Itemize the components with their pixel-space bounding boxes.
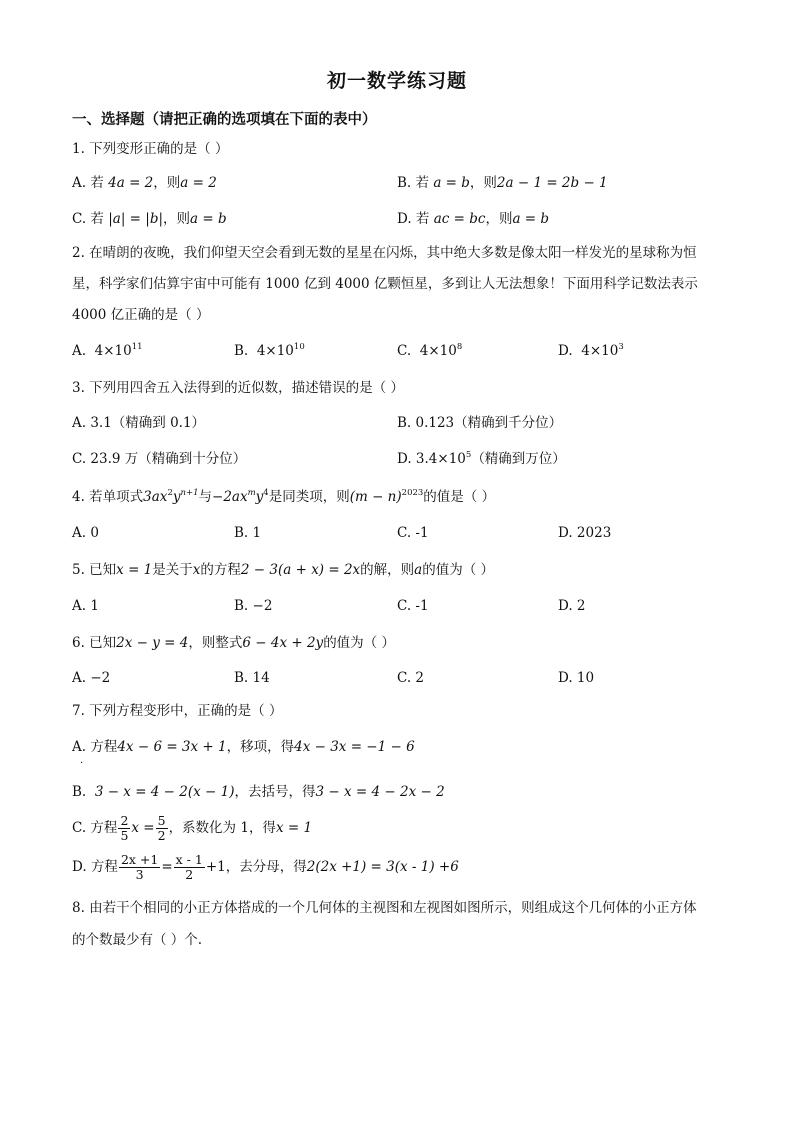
q5-option-d: D. 2 xyxy=(558,598,586,614)
q4-option-d: D. 2023 xyxy=(558,525,612,541)
fraction: $\frac{2}{5}$ xyxy=(120,813,129,843)
question-4-stem: 4. 若单项式$3ax^2y^{n+1}$与$-2ax^my^4$是同类项，则$(m - n)^{2023}$的值是（ ） xyxy=(72,488,496,505)
q6-option-c: C. 2 xyxy=(397,670,425,686)
q1-option-c: C. 若 |a| = |b|，则a = b xyxy=(72,211,227,227)
q1-option-a: A. 若 4a = 2，则a = 2 xyxy=(72,175,217,191)
question-8-line-2: 的个数最少有（ ）个. xyxy=(72,932,203,948)
q6-option-b: B. 14 xyxy=(234,670,270,686)
q6-option-d: D. 10 xyxy=(558,670,595,686)
question-2-line-3: 4000 亿正确的是（ ） xyxy=(72,307,210,323)
q2-option-d: D. $4\times 10^3$ xyxy=(558,342,624,359)
q5-option-a: A. 1 xyxy=(72,598,99,614)
q7-option-d: D. 方程 $\frac{2x +1}{3}$ = $\frac{x - 1}{2}$ +1，去分母，得2(2x +1) = 3(x - 1) +6 xyxy=(72,852,459,882)
stray-dot: · xyxy=(80,758,84,769)
question-1-stem: 1. 下列变形正确的是（ ） xyxy=(72,141,229,157)
q2-option-b: B. $4\times 10^{10}$ xyxy=(234,342,305,359)
question-3-stem: 3. 下列用四舍五入法得到的近似数，描述错误的是（ ） xyxy=(72,380,404,396)
q3-option-c: C. 23.9 万（精确到十分位） xyxy=(72,451,247,467)
question-5-stem: 5. 已知x = 1是关于x的方程2 − 3(a + x) = 2x的解，则a的值为（ ） xyxy=(72,562,495,578)
q3-option-d: D. $3.4\times 10^5$（精确到万位） xyxy=(397,450,566,467)
q3-option-b: B. 0.123（精确到千分位） xyxy=(397,415,563,431)
q4-option-b: B. 1 xyxy=(234,525,262,541)
q5-option-c: C. -1 xyxy=(397,598,429,614)
q3-option-a: A. 3.1（精确到 0.1） xyxy=(72,415,206,431)
section-heading: 一、选择题（请把正确的选项填在下面的表中） xyxy=(72,112,377,128)
question-8-line-1: 8. 由若干个相同的小正方体搭成的一个几何体的主视图和左视图如图所示，则组成这个几何体的小正方体 xyxy=(72,900,697,916)
question-2-line-2: 星，科学家们估算宇宙中可能有 1000 亿到 4000 亿颗恒星，多到让人无法想象！下面用科学记数法表示 xyxy=(72,276,698,292)
fraction: $\frac{5}{2}$ xyxy=(157,813,166,843)
q1-option-b: B. 若 a = b，则2a − 1 = 2b − 1 xyxy=(397,175,608,191)
q4-option-c: C. -1 xyxy=(397,525,429,541)
q1-option-d: D. 若 ac = bc，则a = b xyxy=(397,211,550,227)
q6-option-a: A. −2 xyxy=(72,670,111,686)
fraction: $\frac{2x +1}{3}$ xyxy=(120,852,159,882)
q2-option-a: A. $4\times 10^{11}$ xyxy=(72,342,143,359)
q7-option-b: B. 3 − x = 4 − 2(x − 1)，去括号，得3 − x = 4 − 2x − 2 xyxy=(72,784,445,800)
question-7-stem: 7. 下列方程变形中，正确的是（ ） xyxy=(72,703,283,719)
q5-option-b: B. −2 xyxy=(234,598,273,614)
question-6-stem: 6. 已知2x − y = 4，则整式6 − 4x + 2y的值为（ ） xyxy=(72,635,395,651)
page-title: 初一数学练习题 xyxy=(326,70,467,92)
question-2-line-1: 2. 在晴朗的夜晚，我们仰望天空会看到无数的星星在闪烁，其中绝大多数是像太阳一样发光的星球称为恒 xyxy=(72,245,697,261)
q7-option-c: C. 方程 $\frac{2}{5}$ x = $\frac{5}{2}$ ，系数化为 1，得x = 1 xyxy=(72,813,313,843)
q4-option-a: A. 0 xyxy=(72,525,99,541)
q7-option-a: A. 方程4x − 6 = 3x + 1，移项，得4x − 3x = −1 − 6 xyxy=(72,739,415,755)
q2-option-c: C. $4\times 10^8$ xyxy=(397,342,463,359)
fraction: $\frac{x - 1}{2}$ xyxy=(175,852,203,882)
